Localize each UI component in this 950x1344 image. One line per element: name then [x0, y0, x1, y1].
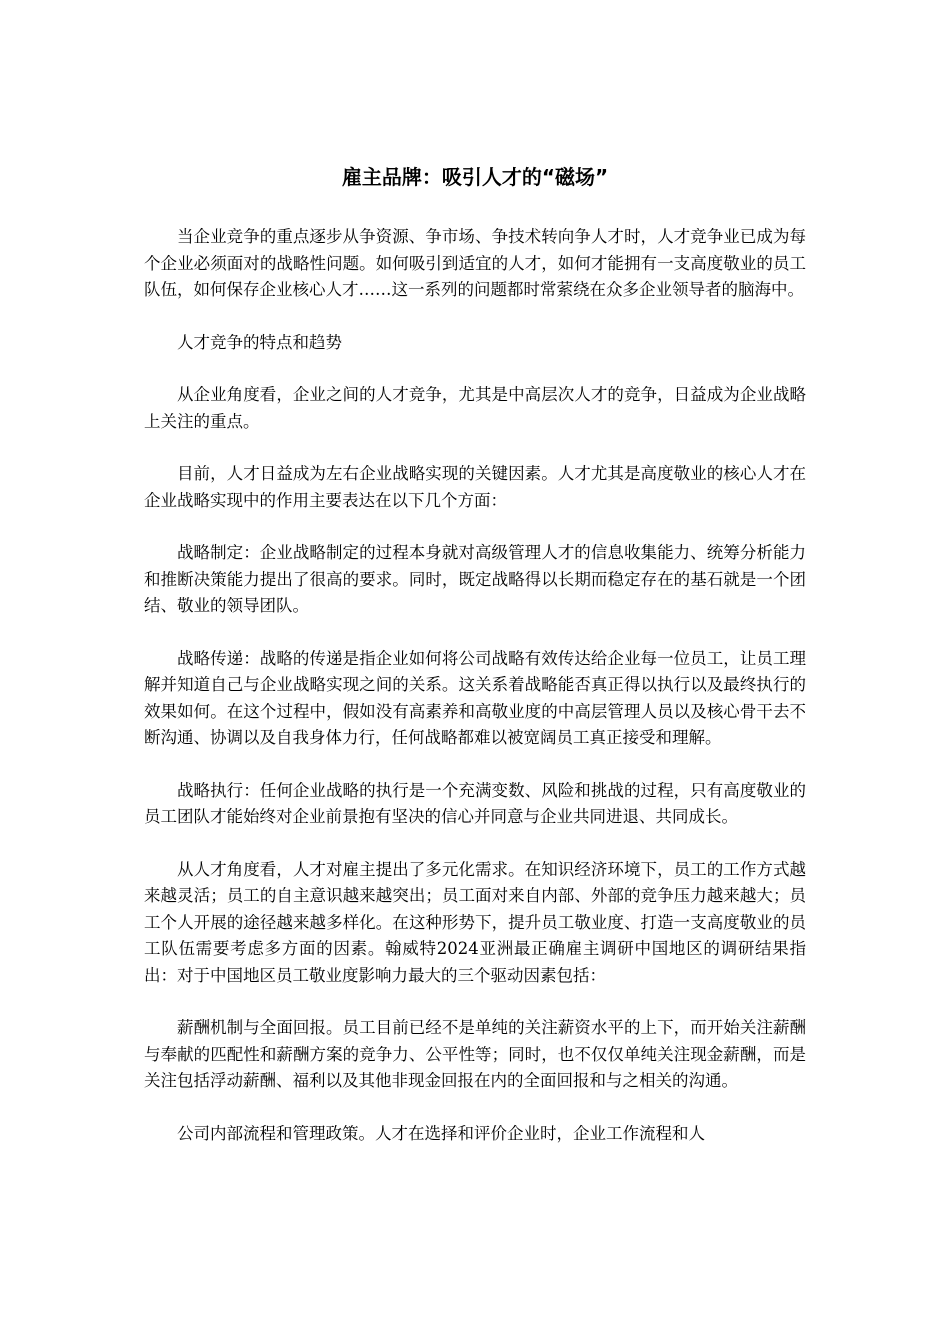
- page-title: 雇主品牌：吸引人才的“磁场”: [341, 165, 609, 189]
- section-heading: 人才竞争的特点和趋势: [177, 332, 342, 352]
- paragraph: 从企业角度看，企业之间的人才竞争，尤其是中高层次人才的竞争，日益成为企业战略上关注的重点。: [144, 385, 806, 431]
- paragraph-processes-policies: 公司内部流程和管理政策。人才在选择和评价企业时，企业工作流程和人: [177, 1123, 705, 1143]
- paragraph-strategy-formulation: 战略制定：企业战略制定的过程本身就对高级管理人才的信息收集能力、统筹分析能力和推断决策能力提出了很高的要求。同时，既定战略得以长期而稳定存在的基石就是一个团结、敬业的领导团队。: [144, 543, 806, 615]
- paragraph-strategy-execution: 战略执行：任何企业战略的执行是一个充满变数、风险和挑战的过程，只有高度敬业的员工团队才能始终对企业前景抱有坚决的信心并同意与企业共同进退、共同成长。: [144, 780, 806, 826]
- document-body: [144, 224, 806, 1173]
- paragraph-compensation: 薪酬机制与全面回报。员工目前已经不是单纯的关注薪资水平的上下，而开始关注薪酬与奉献的匹配性和薪酬方案的竞争力、公平性等；同时，也不仅仅单纯关注现金薪酬，而是关注包括浮动薪酬、福利以及其他非现金回报在内的全面回报和与之相关的沟通。: [144, 1018, 806, 1090]
- paragraph: 从人才角度看，人才对雇主提出了多元化需求。在知识经济环境下，员工的工作方式越来越灵活；员工的自主意识越来越突出；员工面对来自内部、外部的竞争压力越来越大；员工个人开展的途径越来越多样化。在这种形势下，提升员工敬业度、打造一支高度敬业的员工队伍需要考虑多方面的因素。翰威特2024亚洲最正确雇主调研中国地区的调研结果指出：对于中国地区员工敬业度影响力最大的三个驱动因素包括：: [144, 859, 806, 985]
- paragraph: 目前，人才日益成为左右企业战略实现的关键因素。人才尤其是高度敬业的核心人才在企业战略实现中的作用主要表达在以下几个方面：: [144, 464, 806, 510]
- paragraph-intro: 当企业竞争的重点逐步从争资源、争市场、争技术转向争人才时，人才竞争业已成为每个企业必须面对的战略性问题。如何吸引到适宜的人才，如何才能拥有一支高度敬业的员工队伍，如何保存企业核心人才……这一系列的问题都时常萦绕在众多企业领导者的脑海中。: [144, 227, 806, 299]
- paragraph-strategy-communication: 战略传递：战略的传递是指企业如何将公司战略有效传达给企业每一位员工，让员工理解并知道自己与企业战略实现之间的关系。这关系着战略能否真正得以执行以及最终执行的效果如何。在这个过程中，假如没有高素养和高敬业度的中高层管理人员以及核心骨干去不断沟通、协调以及自我身体力行，任何战略都难以被宽阔员工真正接受和理解。: [144, 648, 806, 747]
